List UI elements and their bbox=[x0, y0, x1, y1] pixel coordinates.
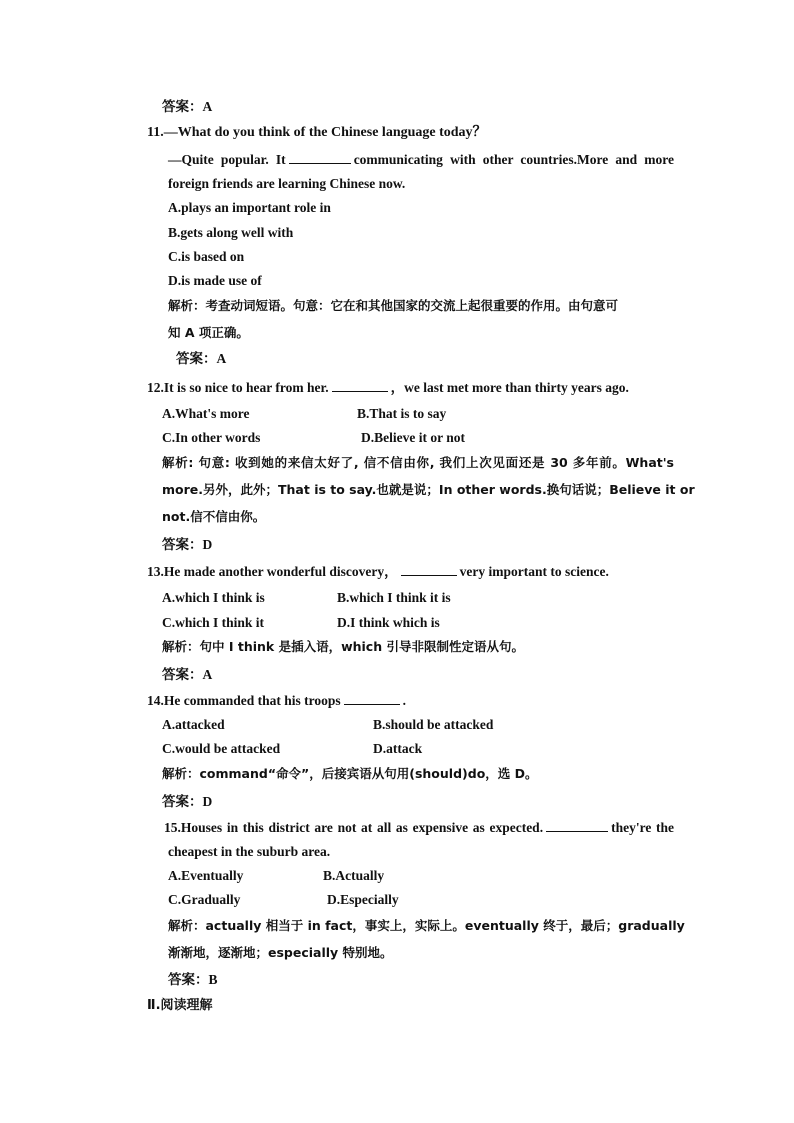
stem-text-post: very important to science. bbox=[459, 564, 609, 579]
option-d: D.I think which is bbox=[337, 615, 440, 630]
option-c: C.which I think it bbox=[162, 615, 265, 630]
analysis-line: 解析：actually 相当于 in fact，事实上，实际上。eventually 终于，最后；gradually bbox=[168, 918, 685, 933]
answer-label: 答案：A bbox=[162, 667, 213, 682]
option-a: A.attacked bbox=[162, 717, 225, 732]
stem-text-post: ，we last met more than thirty years ago. bbox=[390, 380, 629, 395]
stem-text-pre: 12.It is so nice to hear from her. bbox=[147, 380, 329, 395]
analysis-line: more.另外，此外；That is to say.也就是说；In other words.换句话说；Believe it or bbox=[162, 482, 695, 497]
question-11-reply-line2: foreign friends are learning Chinese now. bbox=[168, 176, 406, 191]
option-d: D.attack bbox=[373, 741, 423, 756]
option-d: D.is made use of bbox=[168, 273, 262, 288]
answer-blank bbox=[344, 692, 400, 705]
stem-text-post: they're the bbox=[611, 820, 674, 835]
answer-label: 答案：A bbox=[162, 99, 213, 114]
option-c: C.would be attacked bbox=[162, 741, 281, 756]
answer-label: 答案：B bbox=[168, 972, 218, 987]
reply-text-post: communicating with other countries.More and more bbox=[353, 152, 674, 167]
stem-text-pre: 15.Houses in this district are not at all as expensive as expected. bbox=[164, 820, 544, 835]
answer-blank bbox=[546, 819, 608, 832]
option-c: C.is based on bbox=[168, 249, 245, 264]
option-c: C.In other words bbox=[162, 430, 261, 445]
answer-label: 答案：D bbox=[162, 794, 213, 809]
answer-label: 答案：A bbox=[176, 351, 227, 366]
analysis-line: 解析：考查动词短语。句意：它在和其他国家的交流上起很重要的作用。由句意可 bbox=[168, 298, 619, 313]
reply-text-pre: —Quite popular. It bbox=[168, 152, 286, 167]
option-c: C.Gradually bbox=[168, 892, 241, 907]
option-b: B.should be attacked bbox=[373, 717, 494, 732]
stem-text-pre: 14.He commanded that his troops bbox=[147, 693, 341, 708]
question-15-stem-line2: cheapest in the suburb area. bbox=[168, 844, 331, 859]
analysis-line: 渐渐地，逐渐地；especially 特别地。 bbox=[168, 945, 393, 960]
option-b: B.That is to say bbox=[357, 406, 447, 421]
question-11-stem: 11.—What do you think of the Chinese language today？ bbox=[147, 125, 487, 140]
option-a: A.Eventually bbox=[168, 868, 244, 883]
question-11-reply bbox=[168, 151, 674, 169]
option-b: B.Actually bbox=[323, 868, 385, 883]
analysis-line: 知 A 项正确。 bbox=[168, 325, 249, 340]
option-d: D.Especially bbox=[327, 892, 399, 907]
option-a: A.plays an important role in bbox=[168, 200, 331, 215]
option-b: B.gets along well with bbox=[168, 225, 294, 240]
option-a: A.What's more bbox=[162, 406, 250, 421]
stem-text-pre: 13.He made another wonderful discovery， bbox=[147, 564, 398, 579]
answer-label: 答案：D bbox=[162, 537, 213, 552]
analysis-line: 解析：command“命令”，后接宾语从句用(should)do，选 D。 bbox=[162, 766, 538, 781]
question-14-stem bbox=[147, 692, 406, 710]
option-d: D.Believe it or not bbox=[361, 430, 465, 445]
answer-blank bbox=[401, 563, 457, 576]
answer-blank bbox=[332, 379, 388, 392]
option-b: B.which I think it is bbox=[337, 590, 451, 605]
stem-text-post: . bbox=[402, 693, 407, 708]
analysis-line: 解析：句中 I think 是插入语，which 引导非限制性定语从句。 bbox=[162, 639, 524, 654]
section-heading: Ⅱ.阅读理解 bbox=[147, 998, 213, 1013]
option-a: A.which I think is bbox=[162, 590, 265, 605]
question-15-stem bbox=[164, 819, 674, 837]
question-13-stem bbox=[147, 563, 609, 581]
answer-blank bbox=[289, 151, 351, 164]
analysis-line: 解析: 句意: 收到她的来信太好了, 信不信由你, 我们上次见面还是 30 多年前。What's bbox=[162, 455, 674, 470]
analysis-line: not.信不信由你。 bbox=[162, 509, 266, 524]
question-12-stem bbox=[147, 379, 629, 397]
